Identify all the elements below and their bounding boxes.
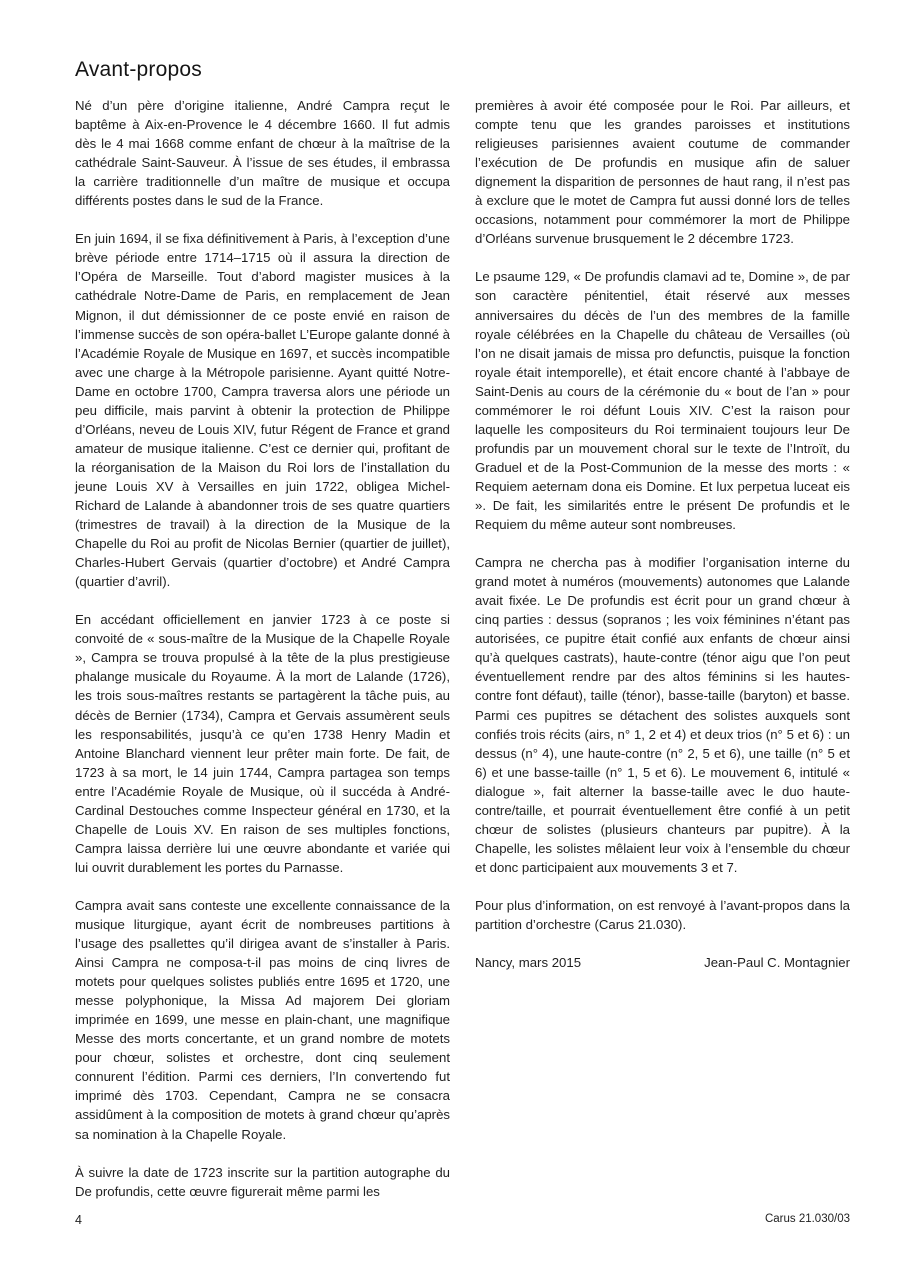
paragraph: Le psaume 129, « De profundis clamavi ad te, Domine », de par son caractère pénitentiel, était réservé aux messes anniversaires du décès de l’un des membres de la famille royale célébrées en la Chapelle du château de Versailles (où l’on ne disait jamais de missa pro defunctis, puisque la fonction royale était intemporelle), et était encore chanté à l’abbaye de Saint-Denis au cours de la cérémonie du « bout de l’an » pour commémorer le roi défunt Louis XIV. C’est la raison pour laquelle les compositeurs du Roi terminaient toujours leur De profundis par un mouvement choral sur le texte de l’Introït, du Graduel et de la Post-Communion de la messe des morts : « Requiem aeternam dona eis Domine. Et lux perpetua luceat eis ». De fait, les similarités entre le présent De profundis et le Requiem du même auteur sont nombreuses. (475, 269, 850, 533)
signoff (475, 953, 850, 972)
page-heading: Avant-propos (75, 58, 202, 81)
paragraph: En juin 1694, il se fixa définitivement à Paris, à l’exception d’une brève période entre 1714–1715 où il assura la direction de l’Opéra de Marseille. Tout d’abord magister musices à la cathédrale Notre-Dame de Paris, en remplacement de Jean Mignon, il dut démissionner de ce poste envié en raison de l’immense succès de son opéra-ballet L’Europe galante donné à l’Académie Royale de Musique en 1697, et succès incompatible avec une charge à la Métropole parisienne. Ayant quitté Notre-Dame en octobre 1700, Campra traversa alors une période un peu difficile, mais parvint à obtenir la protection de Philippe d’Orléans, neveu de Louis XIV, futur Régent de France et grand amateur de musique italienne. C’est ce dernier qui, profitant de la réorganisation de la Maison du Roi lors de l’installation du jeune Louis XV à Versailles en juin 1722, obligea Michel-Richard de Lalande à abandonner trois de ses quatre quartiers (trimestres de travail) à la direction de la Musique de la Chapelle du Roi au profit de Nicolas Bernier (quartier de juillet), Charles-Hubert Gervais (quartier d’octobre) et André Campra (quartier d’avril). (75, 231, 450, 590)
paragraph: Campra ne chercha pas à modifier l’organisation interne du grand motet à numéros (mouvements) autonomes que Lalande avait fixée. Le De profundis est écrit pour un grand chœur à cinq parties : dessus (sopranos ; les voix féminines n’étant pas autorisées, ce pupitre était confié aux enfants de chœur ainsi qu’à quelques castrats), haute-contre (ténor aigu que l’on peut éventuellement rendre par des altos féminins si les hautes-contre font défaut), taille (ténor), basse-taille (baryton) et basse. Parmi ces pupitres se détachent des solistes auxquels sont confiés trois récits (airs, n° 1, 2 et 4) et deux trios (n° 5 et 6) : un dessus (n° 4), une haute-contre (n° 2, 5 et 6), une taille (n° 5 et 6) et une basse-taille (n° 1, 5 et 6). Le mouvement 6, intitulé « dialogue », fait alterner la basse-taille avec le duo haute-contre/taille, et pourrait éventuellement être confié à un petit chœur de solistes (plusieurs chanteurs par pupitre). À la Chapelle, les solistes mêlaient leur voix à l’ensemble du chœur et donc participaient aux mouvements 3 et 7. (475, 555, 850, 875)
signoff-author: Jean-Paul C. Montagnier (704, 955, 850, 971)
paragraph: premières à avoir été composée pour le Roi. Par ailleurs, et compte tenu que les grandes paroisses et institutions religieuses parisiennes avaient coutume de commander l’exécution de De profundis en musique afin de saluer dignement la disparition de personnes de haut rang, il n’est pas à exclure que le motet de Campra fut aussi donné lors de telles occasions, notamment pour commémorer la mort de Philippe d’Orléans survenue brusquement le 2 décembre 1723. (475, 98, 850, 247)
catalog-number: Carus 21.030/03 (764, 1213, 850, 1225)
paragraph: Né d’un père d’origine italienne, André Campra reçut le baptême à Aix-en-Provence le 4 décembre 1660. Il fut admis dès le 4 mai 1668 comme enfant de chœur à la maîtrise de la cathédrale Saint-Sauveur. À l’issue de ses études, il embrassa la carrière traditionnelle d’un maître de musique et occupa différents postes dans le sud de la France. (75, 98, 450, 209)
paragraph: Campra avait sans conteste une excellente connaissance de la musique liturgique, ayant écrit de nombreuses partitions à l’usage des psallettes qu’il dirigea avant de s’installer à Paris. Ainsi Campra ne composa-t-il pas moins de cinq livres de motets pour quelques solistes publiés entre 1695 et 1720, une messe polyphonique, la Missa Ad majorem Dei gloriam imprimée en 1699, une messe en plain-chant, une magnifique Messe des morts concertante, et un grand nombre de motets pour chœur, solistes et orchestre, dont cinq seulement connurent l’édition. Parmi ces derniers, l’In convertendo fut imprimé dès 1703. Cependant, Campra ne se consacra assidûment à la composition de motets à grand chœur qu’après sa nomination à la Chapelle Royale. (75, 897, 450, 1142)
page-number: 4 (75, 1213, 82, 1227)
left-column (75, 96, 450, 1201)
paragraph: À suivre la date de 1723 inscrite sur la partition autographe du De profundis, cette œuvre figurerait même parmi les (75, 1164, 450, 1199)
paragraph: Pour plus d’information, on est renvoyé à l’avant-propos dans la partition d’orchestre (Carus 21.030). (475, 897, 850, 933)
signoff-place-date: Nancy, mars 2015 (475, 955, 582, 971)
right-column (475, 96, 850, 972)
paragraph: En accédant officiellement en janvier 1723 à ce poste si convoité de « sous-maître de la Musique de la Chapelle Royale », Campra se trouva propulsé à la tête de la plus prestigieuse phalange musicale du Royaume. À la mort de Lalande (1726), les trois sous-maîtres restants se partagèrent la tâche puis, au décès de Bernier (1734), Campra et Gervais assumèrent seuls les responsabilités, jusqu’à ce qu’en 1738 Henry Madin et Antoine Blanchard viennent leur prêter main forte. De fait, de 1723 à sa mort, le 14 juin 1744, Campra partagea son temps entre l’Académie Royale de Musique, où il succéda à André-Cardinal Destouches comme Inspecteur général en 1730, et la Chapelle de Louis XV. En raison de ses multiples fonctions, Campra laissa derrière lui une œuvre abondante et variée qui lui ouvrit durablement les portes du Parnasse. (75, 612, 450, 875)
